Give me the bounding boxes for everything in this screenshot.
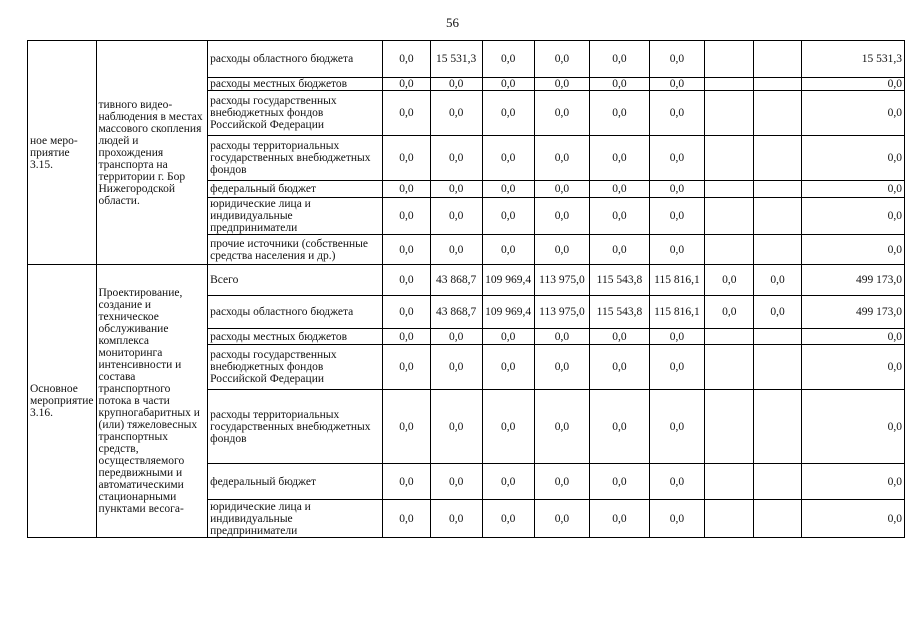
- year-value-cell: [705, 345, 754, 390]
- year-value-cell: 0,0: [649, 198, 705, 235]
- total-value-cell: 0,0: [801, 78, 904, 91]
- year-value-cell: [754, 78, 801, 91]
- year-value-cell: 0,0: [534, 181, 590, 198]
- year-value-cell: 0,0: [534, 329, 590, 345]
- year-value-cell: 0,0: [482, 181, 534, 198]
- measure-name-cell: тивного видео-наблюдения в местах массового скопления людей и прохождения транспорта на территории г. Бор Нижегородской области.: [96, 41, 208, 265]
- total-value-cell: 0,0: [801, 500, 904, 538]
- year-value-cell: 109 969,4: [482, 265, 534, 296]
- year-value-cell: 0,0: [430, 136, 482, 181]
- funding-source-cell: расходы областного бюджета: [208, 296, 383, 329]
- year-value-cell: 0,0: [430, 181, 482, 198]
- year-value-cell: [705, 329, 754, 345]
- page-number: 56: [446, 15, 459, 30]
- year-value-cell: [705, 181, 754, 198]
- year-value-cell: 0,0: [534, 345, 590, 390]
- year-value-cell: 115 543,8: [590, 265, 649, 296]
- funding-source-cell: прочие источники (собственные средства населения и др.): [208, 235, 383, 265]
- year-value-cell: 0,0: [649, 136, 705, 181]
- year-value-cell: 0,0: [383, 91, 430, 136]
- year-value-cell: 0,0: [383, 345, 430, 390]
- year-value-cell: [705, 500, 754, 538]
- year-value-cell: 0,0: [649, 345, 705, 390]
- year-value-cell: 0,0: [383, 235, 430, 265]
- year-value-cell: 0,0: [383, 41, 430, 78]
- table-row: [28, 41, 905, 78]
- year-value-cell: 109 969,4: [482, 296, 534, 329]
- total-value-cell: 0,0: [801, 91, 904, 136]
- year-value-cell: 0,0: [482, 390, 534, 464]
- year-value-cell: 0,0: [590, 500, 649, 538]
- year-value-cell: 0,0: [590, 136, 649, 181]
- year-value-cell: [705, 390, 754, 464]
- year-value-cell: 0,0: [649, 181, 705, 198]
- year-value-cell: 0,0: [430, 500, 482, 538]
- year-value-cell: 0,0: [649, 91, 705, 136]
- total-value-cell: 0,0: [801, 136, 904, 181]
- year-value-cell: 0,0: [482, 329, 534, 345]
- year-value-cell: 15 531,3: [430, 41, 482, 78]
- year-value-cell: [705, 235, 754, 265]
- funding-source-cell: расходы территориальных государственных внебюджетных фондов: [208, 390, 383, 464]
- year-value-cell: 0,0: [482, 464, 534, 500]
- year-value-cell: 0,0: [430, 345, 482, 390]
- year-value-cell: 0,0: [430, 390, 482, 464]
- year-value-cell: 0,0: [590, 329, 649, 345]
- year-value-cell: 0,0: [534, 91, 590, 136]
- year-value-cell: [705, 198, 754, 235]
- year-value-cell: [754, 464, 801, 500]
- year-value-cell: 0,0: [754, 265, 801, 296]
- year-value-cell: 0,0: [482, 136, 534, 181]
- year-value-cell: 0,0: [430, 198, 482, 235]
- year-value-cell: 0,0: [705, 265, 754, 296]
- year-value-cell: [754, 91, 801, 136]
- year-value-cell: 0,0: [590, 41, 649, 78]
- year-value-cell: 0,0: [649, 329, 705, 345]
- year-value-cell: 0,0: [482, 345, 534, 390]
- year-value-cell: 115 816,1: [649, 296, 705, 329]
- funding-source-cell: федеральный бюджет: [208, 464, 383, 500]
- year-value-cell: [705, 136, 754, 181]
- total-value-cell: 0,0: [801, 329, 904, 345]
- year-value-cell: 0,0: [383, 329, 430, 345]
- total-value-cell: 15 531,3: [801, 41, 904, 78]
- year-value-cell: 113 975,0: [534, 296, 590, 329]
- year-value-cell: 0,0: [649, 235, 705, 265]
- year-value-cell: [754, 329, 801, 345]
- year-value-cell: 0,0: [383, 78, 430, 91]
- year-value-cell: 0,0: [534, 464, 590, 500]
- measure-name-cell: Проектирование, создание и техническое обслуживание комплекса мониторинга интенсивности и состава транспортного потока в части крупногабаритных и (или) тяжеловесных транспортных средств, осуществляемого передвижными и автоматическими стационарными пунктами весога-: [96, 265, 208, 538]
- total-value-cell: 499 173,0: [801, 296, 904, 329]
- year-value-cell: 113 975,0: [534, 265, 590, 296]
- year-value-cell: 0,0: [590, 198, 649, 235]
- year-value-cell: 0,0: [754, 296, 801, 329]
- year-value-cell: 0,0: [649, 390, 705, 464]
- funding-source-cell: Всего: [208, 265, 383, 296]
- year-value-cell: [754, 181, 801, 198]
- year-value-cell: 0,0: [534, 78, 590, 91]
- year-value-cell: 43 868,7: [430, 265, 482, 296]
- year-value-cell: [754, 136, 801, 181]
- budget-table: [27, 40, 905, 538]
- funding-source-cell: федеральный бюджет: [208, 181, 383, 198]
- year-value-cell: 0,0: [482, 235, 534, 265]
- year-value-cell: [705, 464, 754, 500]
- year-value-cell: [754, 500, 801, 538]
- measure-cell: ное меро-приятие 3.15.: [28, 41, 97, 265]
- year-value-cell: 0,0: [534, 500, 590, 538]
- year-value-cell: [705, 78, 754, 91]
- year-value-cell: 0,0: [534, 390, 590, 464]
- measure-cell: Основное мероприятие 3.16.: [28, 265, 97, 538]
- funding-source-cell: юридические лица и индивидуальные предприниматели: [208, 198, 383, 235]
- year-value-cell: 0,0: [649, 500, 705, 538]
- year-value-cell: 0,0: [383, 296, 430, 329]
- year-value-cell: 115 816,1: [649, 265, 705, 296]
- year-value-cell: 0,0: [705, 296, 754, 329]
- total-value-cell: 0,0: [801, 198, 904, 235]
- year-value-cell: 0,0: [590, 345, 649, 390]
- year-value-cell: 0,0: [649, 78, 705, 91]
- year-value-cell: 0,0: [482, 91, 534, 136]
- funding-source-cell: расходы государственных внебюджетных фондов Российской Федерации: [208, 91, 383, 136]
- funding-source-cell: расходы местных бюджетов: [208, 78, 383, 91]
- funding-source-cell: расходы территориальных государственных внебюджетных фондов: [208, 136, 383, 181]
- total-value-cell: 0,0: [801, 390, 904, 464]
- year-value-cell: [754, 235, 801, 265]
- year-value-cell: 0,0: [430, 464, 482, 500]
- year-value-cell: 0,0: [534, 136, 590, 181]
- year-value-cell: [705, 41, 754, 78]
- funding-source-cell: расходы областного бюджета: [208, 41, 383, 78]
- year-value-cell: 0,0: [430, 235, 482, 265]
- year-value-cell: 0,0: [383, 390, 430, 464]
- year-value-cell: [705, 91, 754, 136]
- funding-source-cell: расходы государственных внебюджетных фондов Российской Федерации: [208, 345, 383, 390]
- table-row: [28, 265, 905, 296]
- year-value-cell: 0,0: [482, 41, 534, 78]
- year-value-cell: 0,0: [590, 78, 649, 91]
- year-value-cell: [754, 390, 801, 464]
- year-value-cell: 0,0: [590, 390, 649, 464]
- year-value-cell: 0,0: [590, 464, 649, 500]
- year-value-cell: 0,0: [649, 41, 705, 78]
- year-value-cell: 0,0: [590, 181, 649, 198]
- total-value-cell: 0,0: [801, 345, 904, 390]
- year-value-cell: 0,0: [383, 198, 430, 235]
- total-value-cell: 499 173,0: [801, 265, 904, 296]
- year-value-cell: 0,0: [534, 235, 590, 265]
- year-value-cell: [754, 41, 801, 78]
- year-value-cell: [754, 198, 801, 235]
- year-value-cell: 0,0: [383, 500, 430, 538]
- year-value-cell: 0,0: [383, 181, 430, 198]
- table-body: [28, 41, 905, 538]
- total-value-cell: 0,0: [801, 181, 904, 198]
- year-value-cell: 0,0: [482, 500, 534, 538]
- year-value-cell: [754, 345, 801, 390]
- year-value-cell: 0,0: [590, 91, 649, 136]
- year-value-cell: 0,0: [590, 235, 649, 265]
- year-value-cell: 0,0: [430, 78, 482, 91]
- year-value-cell: 0,0: [383, 136, 430, 181]
- year-value-cell: 43 868,7: [430, 296, 482, 329]
- year-value-cell: 0,0: [383, 265, 430, 296]
- year-value-cell: 0,0: [383, 464, 430, 500]
- year-value-cell: 0,0: [649, 464, 705, 500]
- funding-source-cell: расходы местных бюджетов: [208, 329, 383, 345]
- year-value-cell: 0,0: [534, 198, 590, 235]
- year-value-cell: 0,0: [482, 78, 534, 91]
- year-value-cell: 0,0: [430, 91, 482, 136]
- year-value-cell: 0,0: [482, 198, 534, 235]
- year-value-cell: 115 543,8: [590, 296, 649, 329]
- total-value-cell: 0,0: [801, 464, 904, 500]
- year-value-cell: 0,0: [430, 329, 482, 345]
- year-value-cell: 0,0: [534, 41, 590, 78]
- funding-source-cell: юридические лица и индивидуальные предприниматели: [208, 500, 383, 538]
- total-value-cell: 0,0: [801, 235, 904, 265]
